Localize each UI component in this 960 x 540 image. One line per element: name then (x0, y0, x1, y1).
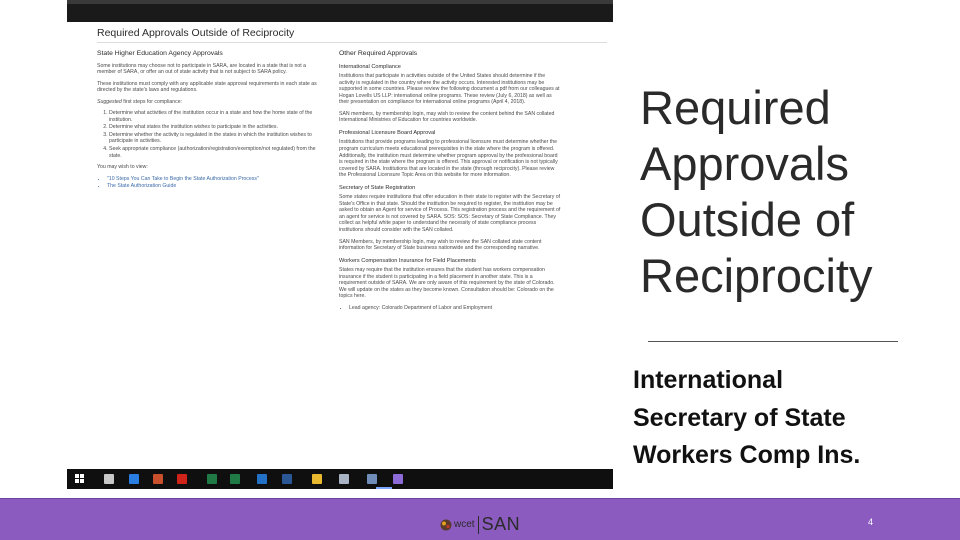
word-icon[interactable] (282, 474, 292, 484)
section-heading-licensure: Professional Licensure Board Approval (339, 129, 436, 136)
active-app-indicator (376, 487, 392, 489)
logo-san-text: SAN (481, 514, 521, 534)
embedded-screenshot (67, 0, 613, 489)
chrome-icon[interactable] (312, 474, 322, 484)
acrobat-icon[interactable] (177, 474, 187, 484)
agency-list (339, 305, 561, 312)
right-column-title: Other Required Approvals (339, 50, 418, 57)
suggested-steps-label (97, 99, 321, 106)
left-column-title: State Higher Education Agency Approvals (97, 50, 223, 57)
section-heading-international: International Compliance (339, 63, 401, 70)
step-item: 3. Determine whether the activity is regulated in the states in which the institution wishes to participate in activities. (109, 132, 321, 145)
section-body: States may require that the institution ensures that the student has workers compensation insurance if the student is participating in a field placement in another state. This is a requirement outside of SARA. We are only aware of this requirement by the state of Colorado. We will update on the states as they become known. Consultation should be: Colorado on the topics here. (339, 267, 555, 300)
section-heading-workers-comp: Workers Compensation Insurance for Field Placements (339, 257, 477, 264)
step-item: 1. Determine what activities of the institution occur in a state and how the home state of the institution. (109, 110, 321, 123)
left-paragraph-1: Some institutions may choose not to participate in SARA, are located in a state that is not a member of SARA, or offer an out of state activity that is not subject to SARA policy. (97, 62, 307, 76)
task-view-icon[interactable] (104, 474, 114, 484)
screenshot-heading: Required Approvals Outside of Reciprocity (97, 27, 295, 39)
section-heading-secretary: Secretary of State Registration (339, 184, 416, 191)
suggested-label: Suggested (97, 98, 122, 105)
excel-icon[interactable] (207, 474, 217, 484)
section-body: Some states require institutions that offer education in their state to register with the Secretary of State's Office in that state. Should the institution be required to register, the institution may be asked to obtain an Agent for service of Process. This registration process and the requirement of an agent for service is not covered by SARA. SOS: SOS: Secretary of State Compliance. They collect as helpful white paper to understand the necessity of state compliance process institutions should consider with the SAN collated. (339, 194, 561, 234)
logo-separator (478, 516, 479, 534)
powerpoint-icon[interactable] (153, 474, 163, 484)
windows-start-icon[interactable] (75, 474, 85, 484)
wcet-san-logo (440, 514, 520, 535)
logo-wcet-text: wcet (454, 519, 475, 530)
bullet-secretary-of-state: Secretary of State (633, 403, 846, 432)
edge-icon[interactable] (129, 474, 139, 484)
step-item: 4. Seek appropriate compliance (authorization/registration/exemption/not regulated) from the state. (109, 146, 321, 159)
wcet-logo-icon (440, 519, 452, 531)
notes-icon[interactable] (339, 474, 349, 484)
section-body: Institutions that provide programs leading to professional licensure must determine whether the program curriculum meets educational prerequisites in the state where the program is offered. Additionally, the institution must determine whether program approval by the professional board is required in the state where the program is offered. This approval or notification is not typically covered by SARA. Institutions that are located in the state (through reciprocity). Please review the Professional Licensure Topic Area on this website for more information. (339, 139, 558, 179)
outlook-icon[interactable] (257, 474, 267, 484)
slide-bullets (633, 362, 953, 475)
title-divider (648, 341, 898, 342)
section-body: Institutions that participate in activities outside of the United States should determine if the activity is regulated in the country where the activity occurs. Interested institutions may be supported in some countries. Please review the following document a pdf from our colleagues at Hogan Lovells US LLP: international online programs. These review (July 6, 2018) as well as their presentation on compliance for international online programs (April 4, 2018). (339, 73, 560, 106)
state-auth-guide-link[interactable]: • The State Authorization Guide (107, 183, 321, 190)
slide-title: Required Approvals Outside of Reciprocity (640, 81, 873, 302)
lead-agency-item: • Lead agency: Colorado Department of Labor and Employment (349, 305, 561, 312)
ten-steps-link[interactable]: • "10 Steps You Can Take to Begin the State Authorization Process" (107, 176, 321, 183)
right-column (339, 51, 561, 313)
page-number: 4 (868, 517, 874, 527)
left-paragraph-2: These institutions must comply with any applicable state approval requirements in each state as directed by the state's laws and regulations. (97, 80, 317, 94)
section-body: SAN members, by membership login, may wish to review the content behind the SAN collated International Ministries of Education for countries worldwide. (339, 110, 555, 124)
left-column (97, 51, 321, 191)
excel2-icon[interactable] (230, 474, 240, 484)
windows-taskbar (67, 469, 613, 489)
bullet-workers-comp: Workers Comp Ins. (633, 441, 861, 469)
section-body: SAN Members, by membership login, may wish to review the SAN collated state content information for Secretary of State business nationwide and the corresponding narrative. (339, 238, 542, 252)
paint-icon[interactable] (393, 474, 403, 484)
heading-divider (97, 42, 607, 43)
steps-list (97, 110, 321, 159)
resource-links (97, 176, 321, 190)
bullet-international: International (633, 366, 784, 394)
more-label: You may wish to view: (97, 164, 148, 171)
files-icon[interactable] (367, 474, 377, 484)
step-item: 2. Determine what states the institution wishes to participate in the activities. (109, 124, 321, 131)
suggested-rest: first steps for compliance: (121, 98, 183, 105)
browser-top-bar (67, 0, 613, 22)
